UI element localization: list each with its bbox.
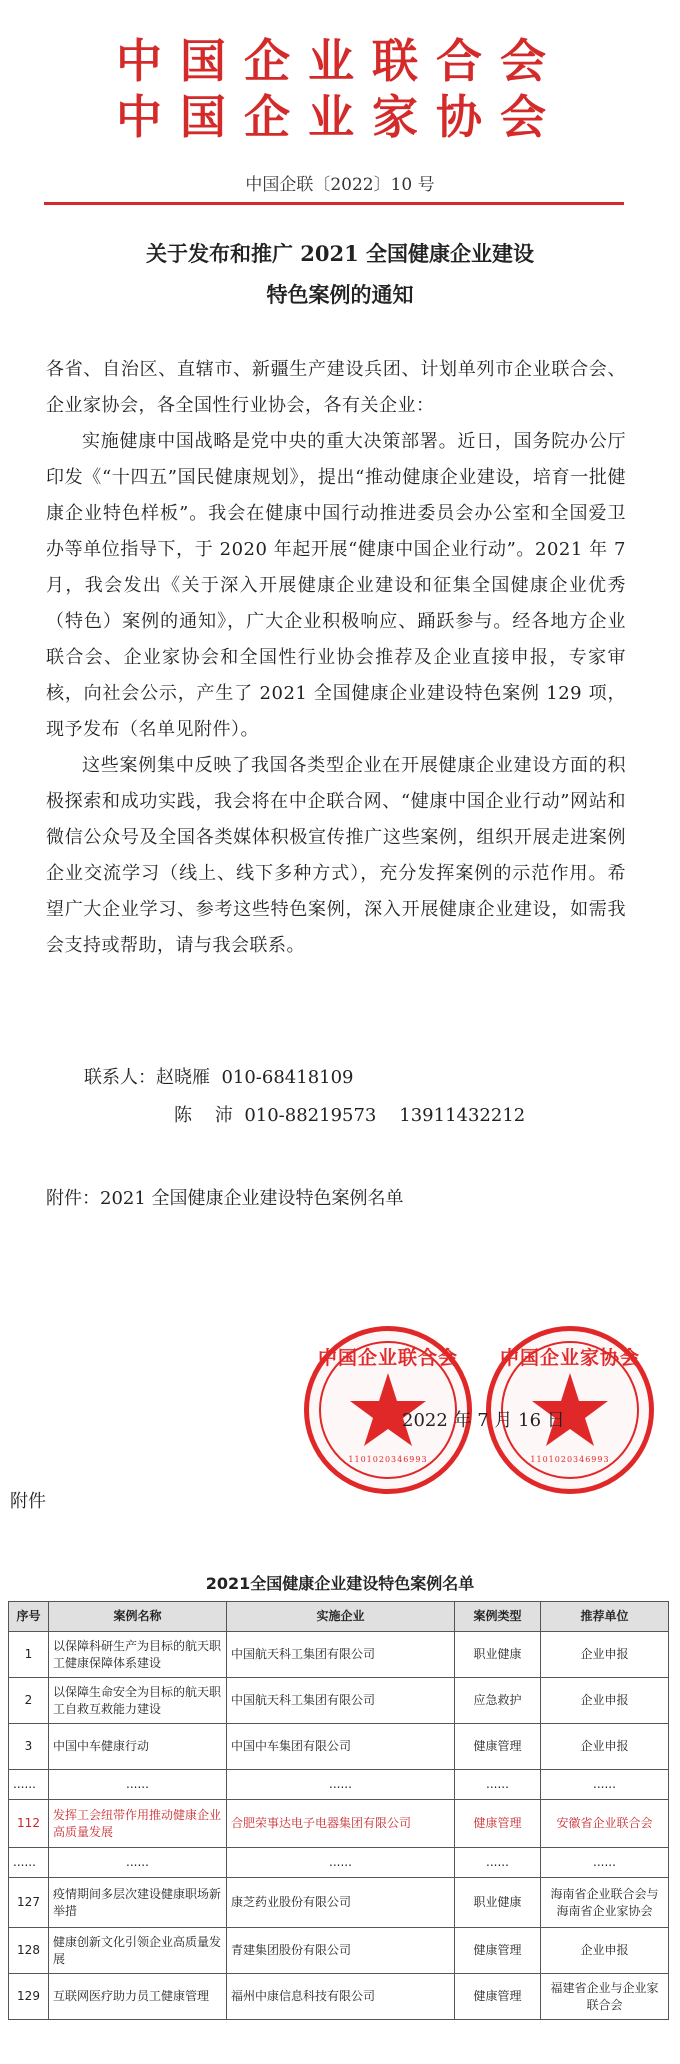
- seal-cea-code: 1101020346993: [530, 1455, 610, 1464]
- cell-company: 中国航天科工集团有限公司: [227, 1632, 455, 1678]
- cell-no: 1: [9, 1632, 49, 1678]
- col-header-no: 序号: [9, 1602, 49, 1632]
- cell-type: 健康管理: [455, 1800, 541, 1848]
- notice-title-line2: 特色案例的通知: [266, 282, 414, 307]
- cell-company: 福州中康信息科技有限公司: [227, 1974, 455, 2020]
- cell-case-name: 发挥工会纽带作用推动健康企业高质量发展: [49, 1800, 227, 1848]
- cell-no: 128: [9, 1928, 49, 1974]
- cell-recommender: 安徽省企业联合会: [541, 1800, 669, 1848]
- cell-no: 129: [9, 1974, 49, 2020]
- contact-line-2: 陈 沛 010-88219573 13911432212: [174, 1105, 526, 1126]
- notice-title-line1: 关于发布和推广 2021 全国健康企业建设: [145, 241, 535, 266]
- seal-cec-code: 1101020346993: [348, 1455, 428, 1464]
- body-paragraph-1: 实施健康中国战略是党中央的重大决策部署。近日，国务院办公厅印发《“十四五”国民健康规划》，提出“推动健康企业建设，培育一批健康企业特色样板”。我会在健康中国行动推进委员会办公室和全国爱卫办等单位指导下，于 2020 年起开展“健康中国企业行动”。2021 年 7 月，我会发出《关于深入开展健康企业建设和征集全国健康企业优秀（特色）案例的通知》，广大企业积极响应、踊跃参与。经各地方企业联合会、企业家协会和全国性行业协会推荐及企业直接申报，专家审核，向社会公示，产生了 2021 全国健康企业建设特色案例 129 项，现予发布（名单见附件）。: [46, 431, 626, 740]
- table-header-row: [9, 1602, 669, 1632]
- cell-recommender: 企业申报: [541, 1678, 669, 1724]
- table-row-highlighted: [9, 1800, 669, 1848]
- addressee: 各省、自治区、直辖市、新疆生产建设兵团、计划单列市企业联合会、企业家协会，各全国性行业协会，各有关企业：: [46, 359, 626, 416]
- attachment-note: 附件：2021 全国健康企业建设特色案例名单: [46, 1188, 404, 1209]
- cell-no: 2: [9, 1678, 49, 1724]
- cell-type: 健康管理: [455, 1724, 541, 1770]
- notice-body: [46, 352, 626, 964]
- org-name-line1: 中国企业联合会: [116, 34, 564, 88]
- cell-company: 中国中车集团有限公司: [227, 1724, 455, 1770]
- cell-company: ......: [227, 1770, 455, 1800]
- cell-recommender: 海南省企业联合会与海南省企业家协会: [541, 1878, 669, 1928]
- cell-type: 职业健康: [455, 1632, 541, 1678]
- cell-company: 合肥荣事达电子电器集团有限公司: [227, 1800, 455, 1848]
- table-row: [9, 1974, 669, 2020]
- org-name-line2: 中国企业家协会: [116, 90, 564, 144]
- seal-cec-text: 中国企业联合会: [317, 1347, 458, 1369]
- cell-case-name: 疫情期间多层次建设健康职场新举措: [49, 1878, 227, 1928]
- cell-recommender: 企业申报: [541, 1724, 669, 1770]
- table-row-ellipsis: [9, 1770, 669, 1800]
- cell-recommender: ......: [541, 1770, 669, 1800]
- cell-no: ......: [9, 1770, 49, 1800]
- cell-case-name: ......: [49, 1848, 227, 1878]
- cell-type: 健康管理: [455, 1974, 541, 2020]
- cell-type: ......: [455, 1770, 541, 1800]
- col-header-recommender: 推荐单位: [541, 1602, 669, 1632]
- cell-no: 3: [9, 1724, 49, 1770]
- cell-type: 职业健康: [455, 1878, 541, 1928]
- table-row: [9, 1678, 669, 1724]
- col-header-type: 案例类型: [455, 1602, 541, 1632]
- case-list-title: 2021全国健康企业建设特色案例名单: [205, 1574, 475, 1593]
- document-number: 中国企联〔2022〕10 号: [245, 175, 435, 195]
- body-paragraph-2: 这些案例集中反映了我国各类型企业在开展健康企业建设方面的积极探索和成功实践，我会将在中企联合网、“健康中国企业行动”网站和微信公众号及全国各类媒体积极宣传推广这些案例，组织开展走进案例企业交流学习（线上、线下多种方式），充分发挥案例的示范作用。希望广大企业学习、参考这些特色案例，深入开展健康企业建设，如需我会支持或帮助，请与我会联系。: [46, 755, 626, 956]
- cell-recommender: 福建省企业与企业家联合会: [541, 1974, 669, 2020]
- table-row: [9, 1928, 669, 1974]
- seal-cea-text: 中国企业家协会: [499, 1347, 640, 1369]
- col-header-case-name: 案例名称: [49, 1602, 227, 1632]
- contact-line-1: 联系人：赵晓雁 010-68418109: [84, 1067, 354, 1088]
- cell-case-name: ......: [49, 1770, 227, 1800]
- cell-company: 青建集团股份有限公司: [227, 1928, 455, 1974]
- cell-case-name: 中国中车健康行动: [49, 1724, 227, 1770]
- cell-company: ......: [227, 1848, 455, 1878]
- table-row: [9, 1878, 669, 1928]
- cell-no: 127: [9, 1878, 49, 1928]
- case-list-table: [8, 1601, 669, 2020]
- cell-recommender: 企业申报: [541, 1632, 669, 1678]
- cell-no: 112: [9, 1800, 49, 1848]
- cell-recommender: 企业申报: [541, 1928, 669, 1974]
- cell-type: 健康管理: [455, 1928, 541, 1974]
- table-row: [9, 1724, 669, 1770]
- cell-recommender: ......: [541, 1848, 669, 1878]
- attachment-label: 附件: [10, 1491, 46, 1512]
- issue-date: 2022 年 7 月 16 日: [402, 1410, 565, 1431]
- cell-type: 应急救护: [455, 1678, 541, 1724]
- cell-company: 康芝药业股份有限公司: [227, 1878, 455, 1928]
- cell-case-name: 互联网医疗助力员工健康管理: [49, 1974, 227, 2020]
- cell-case-name: 健康创新文化引领企业高质量发展: [49, 1928, 227, 1974]
- table-row: [9, 1632, 669, 1678]
- cell-company: 中国航天科工集团有限公司: [227, 1678, 455, 1724]
- col-header-company: 实施企业: [227, 1602, 455, 1632]
- cell-no: ......: [9, 1848, 49, 1878]
- cell-type: ......: [455, 1848, 541, 1878]
- cell-case-name: 以保障科研生产为目标的航天职工健康保障体系建设: [49, 1632, 227, 1678]
- cell-case-name: 以保障生命安全为目标的航天职工自救互救能力建设: [49, 1678, 227, 1724]
- table-row-ellipsis: [9, 1848, 669, 1878]
- header-rule: [44, 202, 624, 205]
